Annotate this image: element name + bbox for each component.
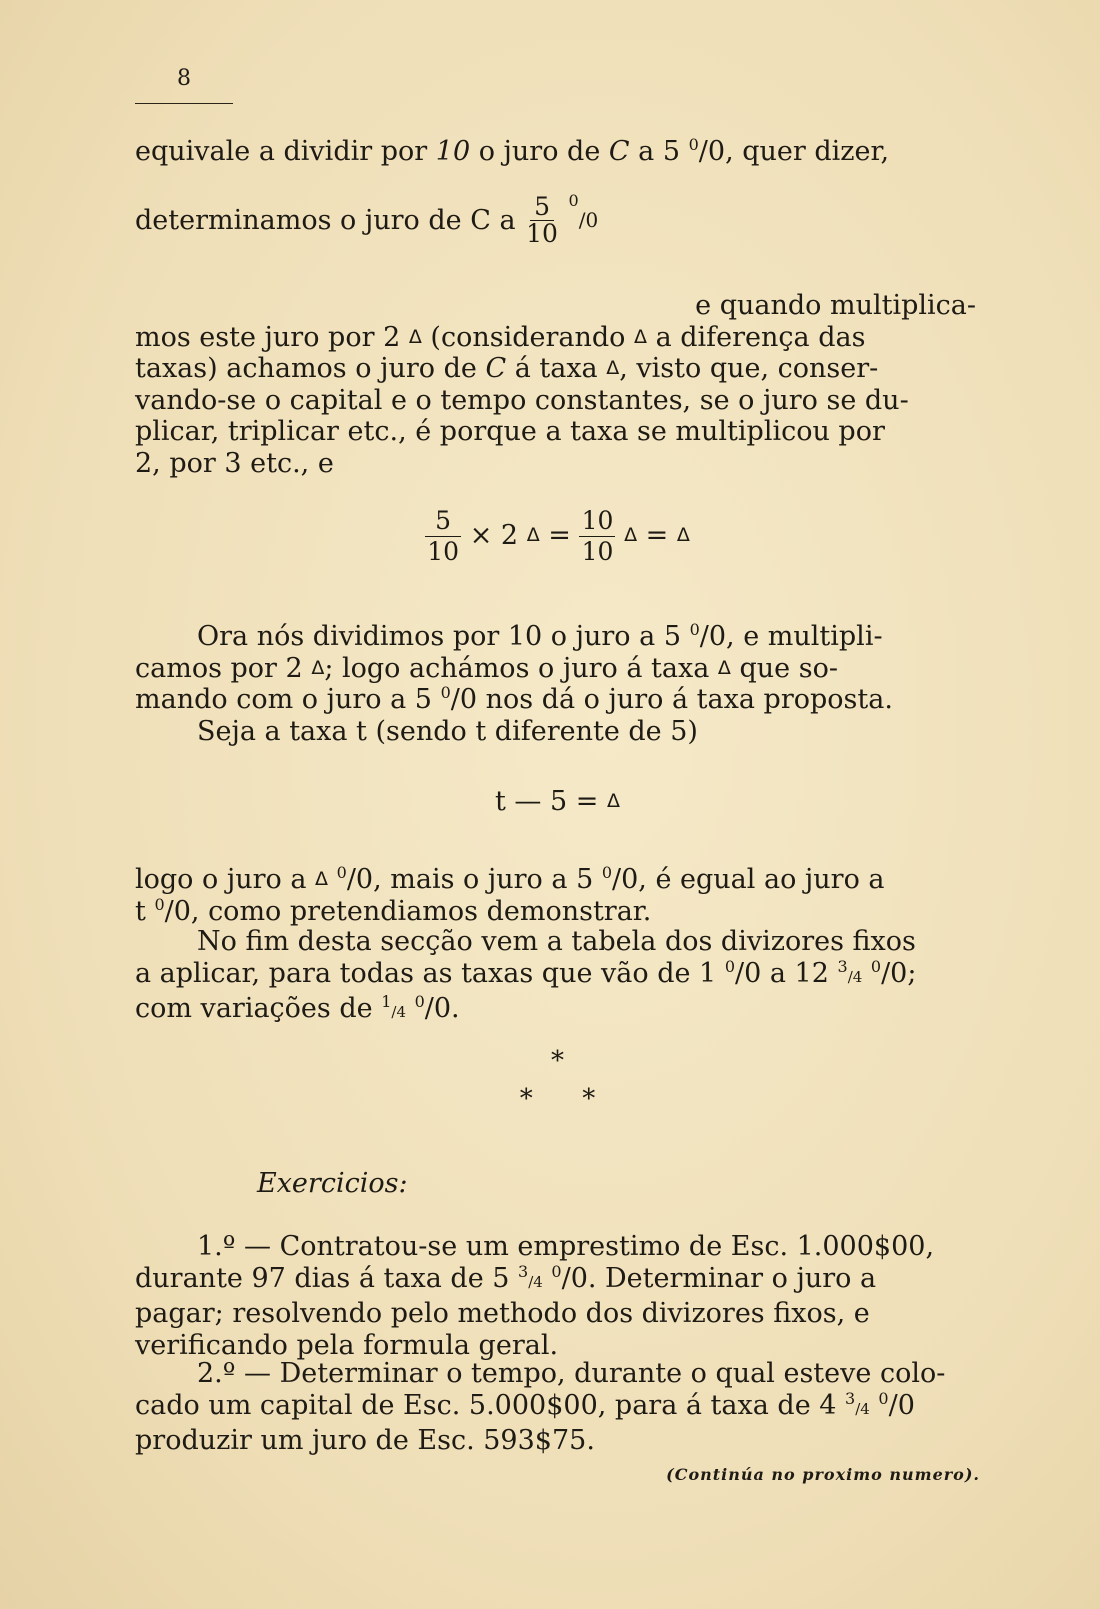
header-rule [135,103,233,104]
continuation-note: (Continúa no proximo numero). [666,1465,980,1484]
equation-fraction: $\frac{5}{10}$ × 2 Δ = $\frac{10}{10}$ Δ = Δ [135,506,980,567]
page-number: 8 [177,66,191,91]
exercise-1: 1.º — Contratou-se um emprestimo de Esc. 1.000$00, durante 97 dias á taxa de 5 $^3$/4 $^0$/0. Determinar o juro a pagar; resolvendo pelo methodo dos divizores fixos, e verificando pela formula geral. [135,1231,935,1361]
delta-symbol: Δ [408,325,422,348]
paragraph-ora-nos: Ora nós dividimos por 10 o juro a 5 $^0$/0, e multipli- camos por 2 Δ; logo achámos o juro á taxa Δ que so- mando com o juro a 5 $^0$/0 nos dá o juro á taxa proposta. Seja a taxa t (sendo t diferente de 5) [135,620,893,747]
exercise-2: 2.º — Determinar o tempo, durante o qual esteve colo- cado um capital de Esc. 5.000$00, para á taxa de 4 $^3$/4 $^0$/0 produzir um juro de Esc. 593$75. [135,1358,946,1456]
line-determinamos: determinamos o juro de C a $\frac{5}{10}$ $^0$/0 [135,191,599,248]
fraction-5-10: $\frac{5}{10}$ [526,192,558,248]
paragraph-intro: equivale a dividir por 10 o juro de C a 5 $^0$/0, quer dizer, [135,135,890,167]
equation-t-minus-5: t — 5 = Δ [495,786,620,817]
paragraph-tabela: No fim desta secção vem a tabela dos divizores fixos a aplicar, para todas as taxas que vão de 1 $^0$/0 a 12 $^3$/4 $^0$/0; com variações de $^1$/4 $^0$/0. [135,926,917,1024]
asterism: * * * [519,1046,596,1114]
exercises-heading: Exercicios: [257,1168,408,1199]
paragraph-logo-juro: logo o juro a Δ $^0$/0, mais o juro a 5 $^0$/0, é egual ao juro a t $^0$/0, como pretendiamos demonstrar. [135,863,885,927]
paragraph-multiplicando: e quando multiplica- mos este juro por 2 Δ (considerando Δ a diferença das taxas) achamos o juro de C á taxa Δ, visto que, conser- vando-se o capital e o tempo constantes, se o juro se du- plicar, triplicar etc., é porque a taxa se multiplicou por 2, por 3 etc., e [135,290,976,479]
